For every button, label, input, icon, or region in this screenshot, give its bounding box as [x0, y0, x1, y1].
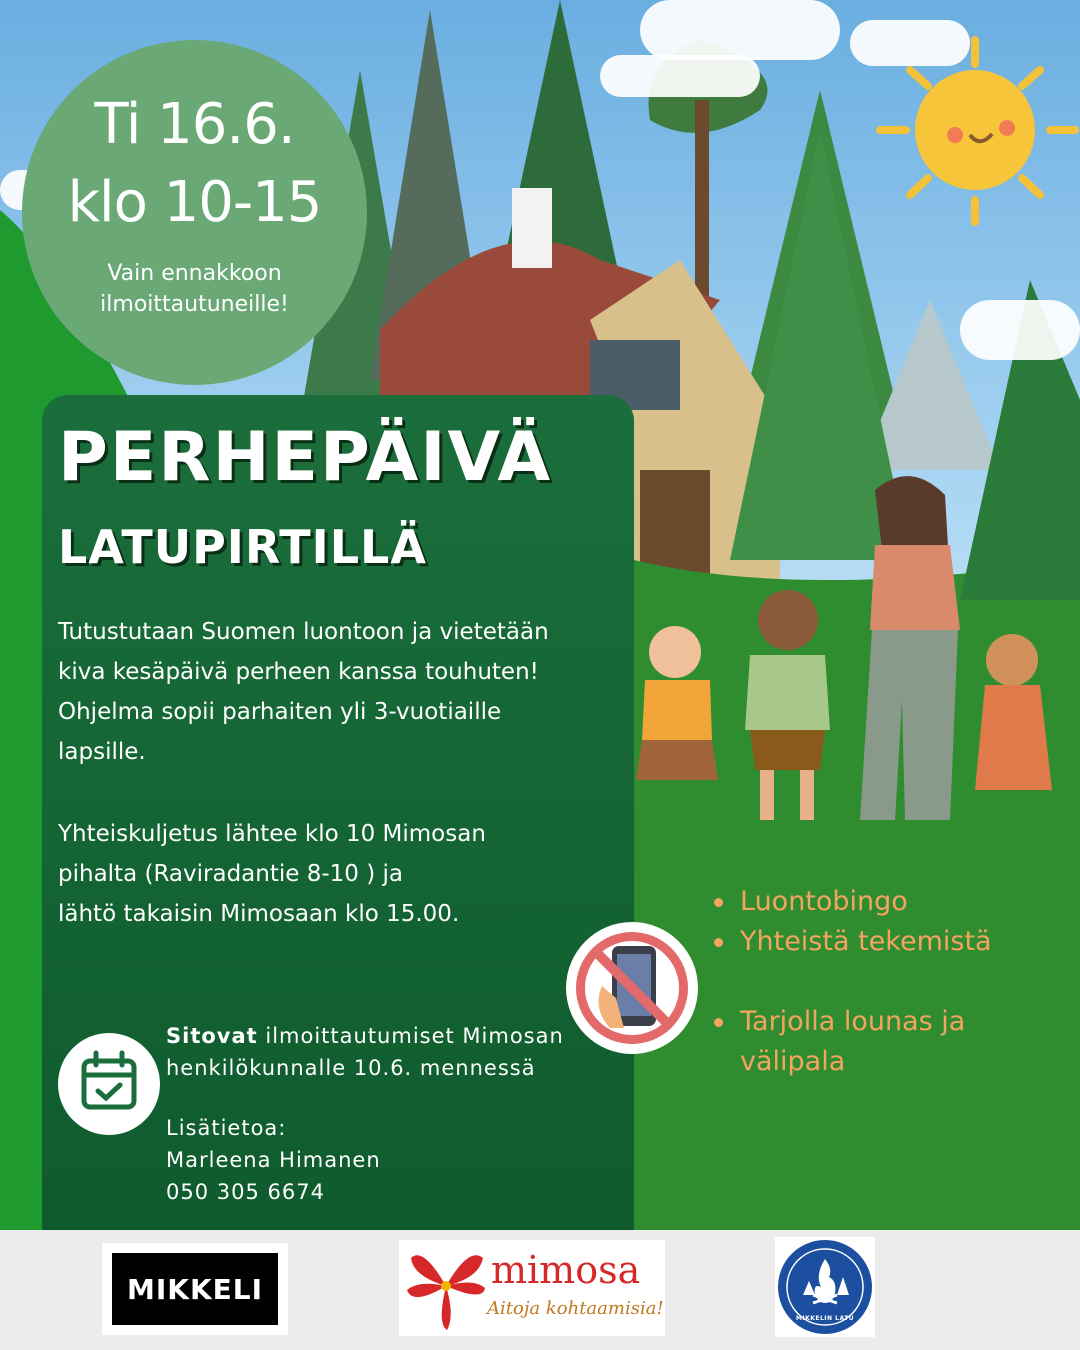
food-line1: Tarjolla lounas ja: [740, 1006, 966, 1037]
mimosa-logo: [399, 1240, 665, 1336]
date-badge: [22, 40, 367, 385]
program-item-food: [708, 1002, 992, 1082]
registration-line1: [166, 1020, 564, 1052]
cloud: [960, 300, 1080, 360]
intro-text: [58, 612, 549, 772]
transport-line: pihalta (Raviradantie 8-10 ) ja: [58, 861, 403, 887]
event-time: klo 10-15: [67, 170, 322, 235]
contact-heading: Lisätietoa:: [166, 1116, 287, 1140]
calendar-badge: [58, 1033, 160, 1135]
mikkelin-latu-text: MIKKELIN LATU: [795, 1315, 855, 1322]
event-date: Ti 16.6.: [94, 92, 295, 157]
intro-line: Ohjelma sopii parhaiten yli 3-vuotiaille: [58, 699, 502, 725]
registration-line1-rest: ilmoittautumiset Mimosan: [257, 1024, 564, 1048]
registration-note-line2: ilmoittautuneille!: [100, 292, 289, 317]
intro-line: lapsille.: [58, 739, 146, 765]
registration-line2: henkilökunnalle 10.6. mennessä: [166, 1056, 536, 1080]
contact-name: Marleena Himanen: [166, 1148, 381, 1172]
intro-line: kiva kesäpäivä perheen kanssa touhuten!: [58, 659, 539, 685]
mimosa-slogan: Aitoja kohtaamisia!: [487, 1298, 664, 1319]
sun-icon: [870, 30, 1080, 230]
registration-note-line1: Vain ennakkoon: [107, 261, 282, 286]
program-list: [708, 882, 992, 1082]
campfire-icon: [775, 1237, 875, 1337]
contact-info: [166, 1112, 381, 1208]
cloud: [640, 0, 840, 60]
program-item: Luontobingo: [708, 882, 992, 922]
registration-text: [166, 1020, 564, 1084]
mikkelin-latu-logo: [775, 1237, 875, 1337]
transport-text: [58, 814, 486, 934]
mimosa-flower-icon: [403, 1246, 489, 1332]
event-title: PERHEPÄIVÄ: [58, 418, 553, 497]
calendar-check-icon: [58, 1033, 160, 1135]
cloud: [600, 55, 760, 97]
family-illustration: [620, 470, 1060, 850]
event-subtitle: LATUPIRTILLÄ: [58, 520, 427, 574]
no-phone-icon: [562, 918, 702, 1058]
mimosa-logo-text: mimosa: [491, 1248, 641, 1292]
transport-line: lähtö takaisin Mimosaan klo 15.00.: [58, 901, 460, 927]
registration-note: [22, 258, 367, 320]
intro-line: Tutustutaan Suomen luontoon ja vietetään: [58, 619, 549, 645]
program-item: Yhteistä tekemistä: [708, 922, 992, 962]
food-line2: välipala: [740, 1046, 846, 1077]
mikkeli-logo: [102, 1243, 288, 1335]
registration-bold: Sitovat: [166, 1024, 258, 1048]
contact-phone: 050 305 6674: [166, 1180, 325, 1204]
mikkeli-logo-text: MIKKELI: [112, 1253, 278, 1325]
transport-line: Yhteiskuljetus lähtee klo 10 Mimosan: [58, 821, 486, 847]
